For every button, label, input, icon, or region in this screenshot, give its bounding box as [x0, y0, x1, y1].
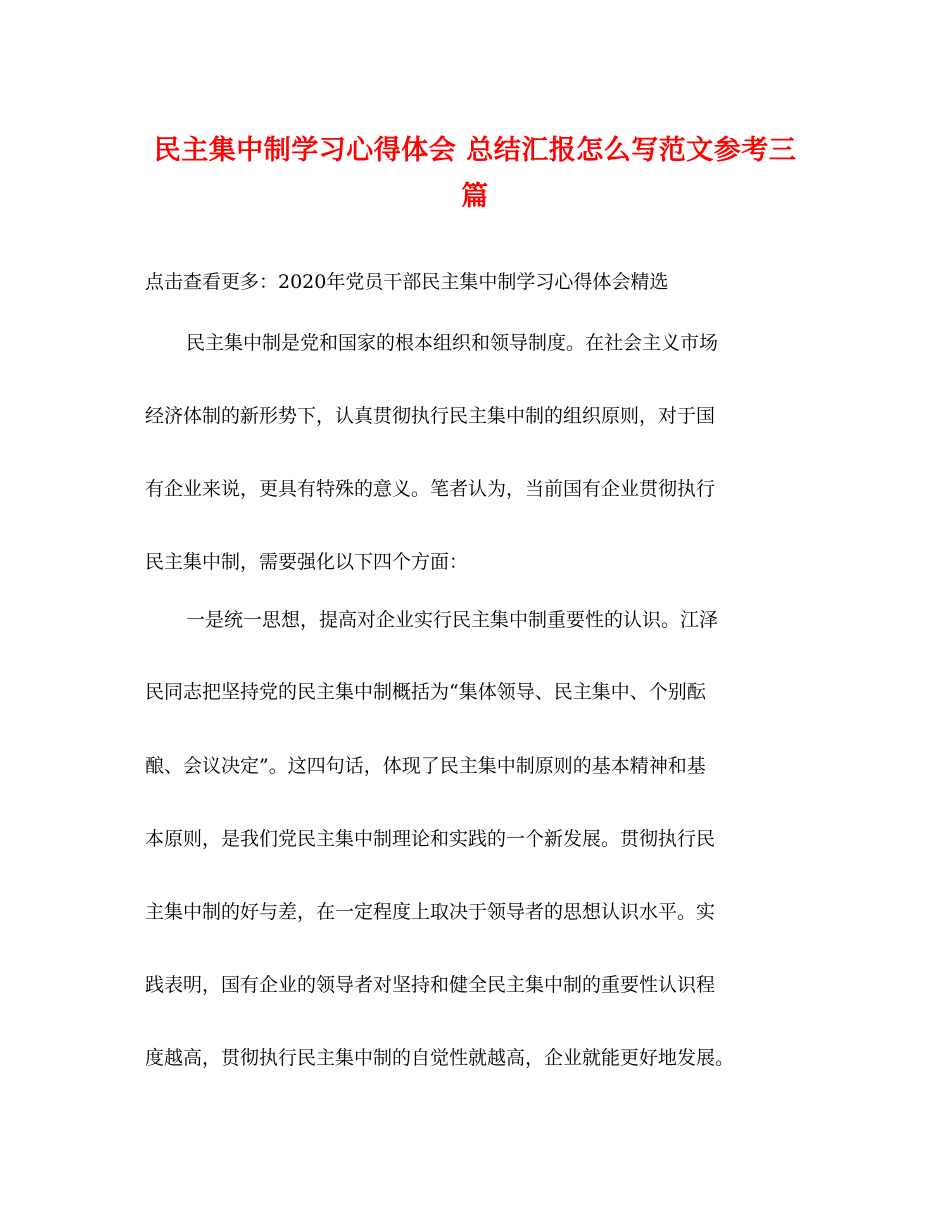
body-line-7: 酿、会议决定”。这四句话，体现了民主集中制原则的基本精神和基: [145, 755, 706, 777]
body-line-3: 有企业来说，更具有特殊的意义。笔者认为，当前国有企业贯彻执行: [145, 478, 716, 500]
more-link[interactable]: 点击查看更多：2020年党员干部民主集中制学习心得体会精选: [145, 271, 669, 293]
document-title: [120, 128, 830, 220]
body-line-1: 民主集中制是党和国家的根本组织和领导制度。在社会主义市场: [186, 332, 719, 354]
body-line-6: 民同志把坚持党的民主集中制概括为“集体领导、民主集中、个别酝: [145, 681, 706, 703]
body-line-5: 一是统一思想，提高对企业实行民主集中制重要性的认识。江泽: [186, 609, 719, 631]
body-line-11: 度越高，贯彻执行民主集中制的自觉性就越高，企业就能更好地发展。: [145, 1047, 735, 1069]
body-line-8: 本原则，是我们党民主集中制理论和实践的一个新发展。贯彻执行民: [145, 828, 716, 850]
body-line-10: 践表明，国有企业的领导者对坚持和健全民主集中制的重要性认识程: [145, 974, 716, 996]
title-line-1: 民主集中制学习心得体会 总结汇报怎么写范文参考三: [153, 135, 797, 166]
title-line-2: 篇: [461, 181, 489, 212]
body-line-9: 主集中制的好与差，在一定程度上取决于领导者的思想认识水平。实: [145, 901, 716, 923]
body-line-2: 经济体制的新形势下，认真贯彻执行民主集中制的组织原则，对于国: [145, 405, 716, 427]
body-line-4: 民主集中制，需要强化以下四个方面：: [145, 551, 469, 573]
